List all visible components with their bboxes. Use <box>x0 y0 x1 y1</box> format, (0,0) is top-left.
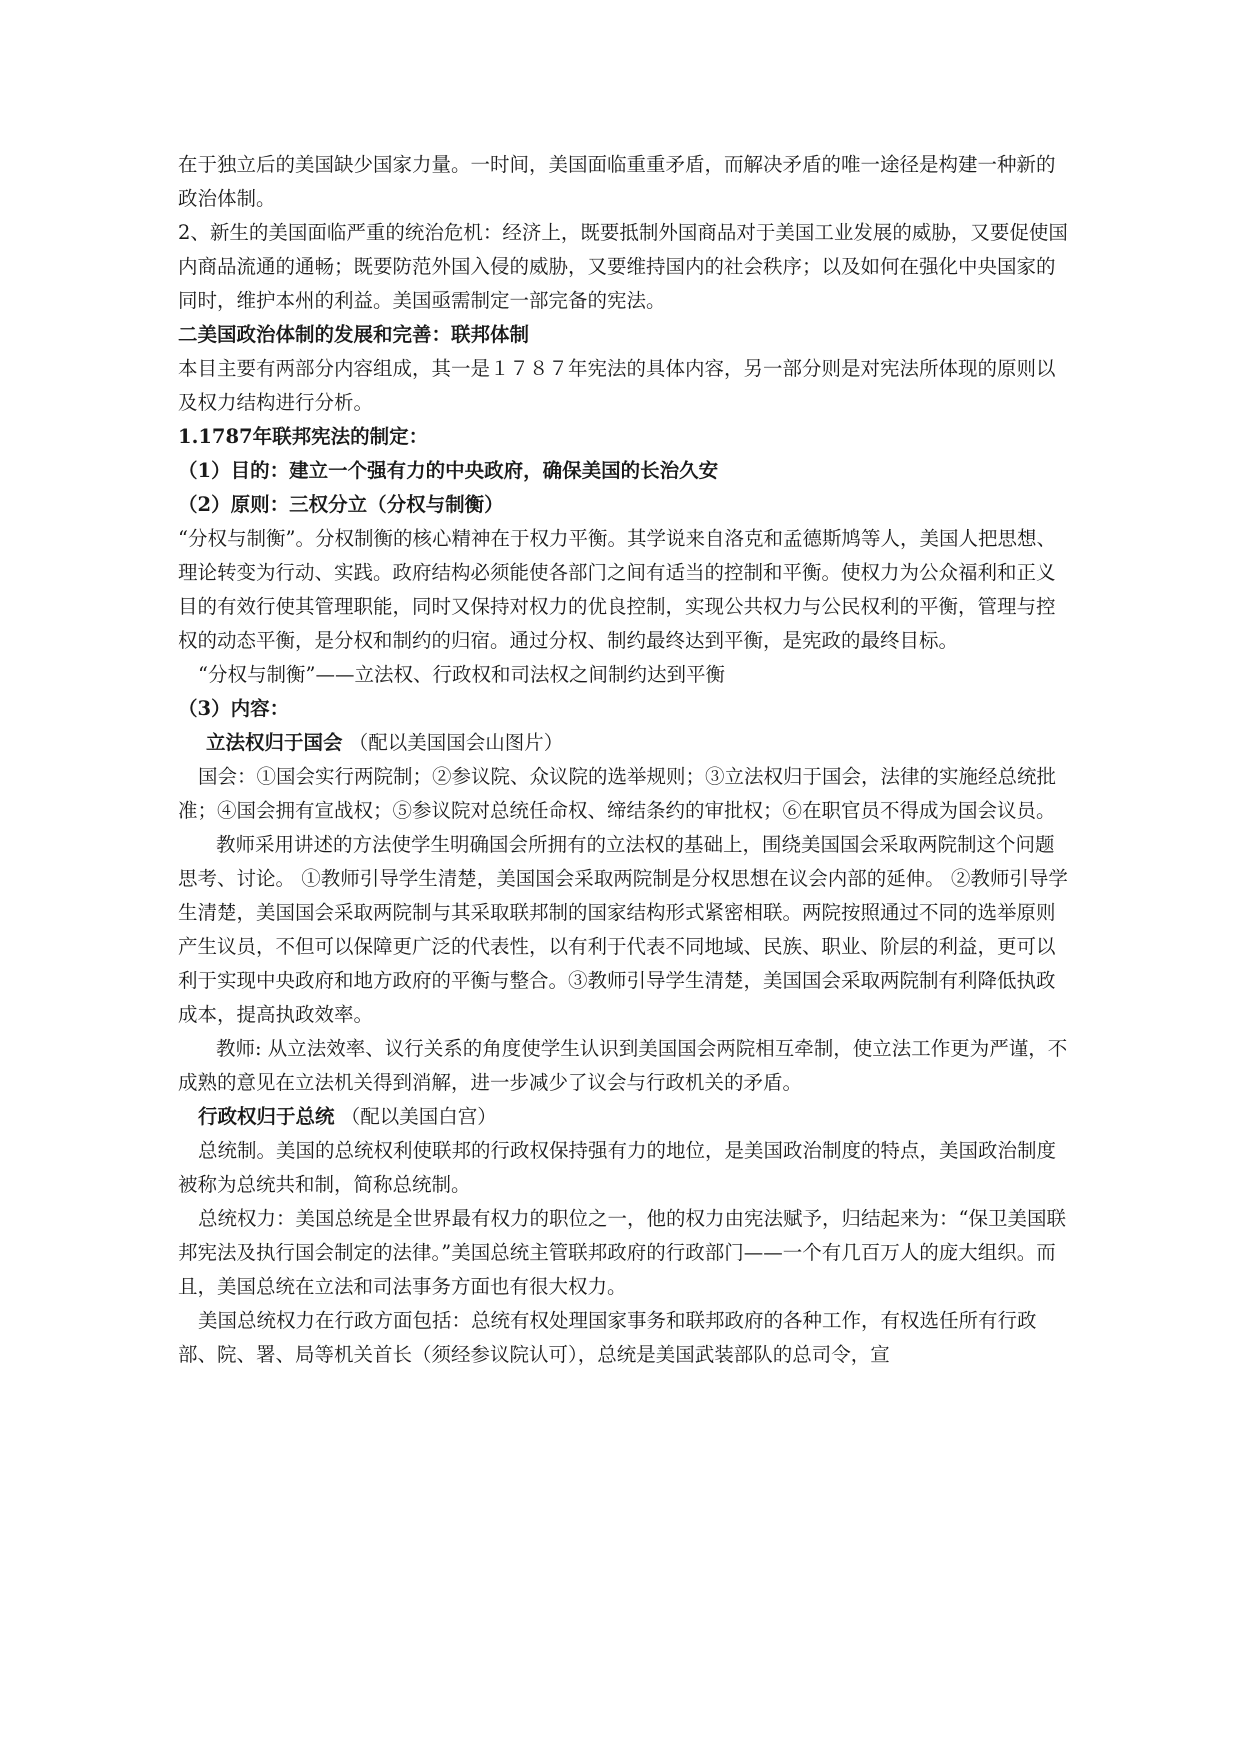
section-heading-federal-system: 二美国政治体制的发展和完善：联邦体制 <box>178 323 530 346</box>
subheading-1787-constitution: 1.1787年联邦宪法的制定： <box>178 425 429 448</box>
paragraph-presidential-powers: 总统权力：美国总统是全世界最有权力的职位之一，他的权力由宪法赋予，归结起来为：“保卫美国联邦宪法及执行国会制定的法律。”美国总统主管联邦政府的行政部门——一个有几百万人的庞大组织。而且，美国总统在立法和司法事务方面也有很大权力。 <box>178 1207 1066 1298</box>
heading-executive-title: 行政权归于总统 <box>198 1105 335 1128</box>
paragraph-presidential-system: 总统制。美国的总统权利使联邦的行政权保持强有力的地位，是美国政治制度的特点，美国政治制度被称为总统共和制，简称总统制。 <box>178 1139 1057 1196</box>
paragraph-executive-powers-detail: 美国总统权力在行政方面包括：总统有权处理国家事务和联邦政府的各种工作，有权选任所有行政部、院、署、局等机关首长（须经参议院认可），总统是美国武装部队的总司令，宣 <box>178 1309 1037 1366</box>
paragraph-congress: 国会：①国会实行两院制；②参议院、众议院的选举规则；③立法权归于国会，法律的实施经总统批准；④国会拥有宣战权；⑤参议院对总统任命权、缔结条约的审批权；⑥在职官员不得成为国会议员。 <box>178 765 1057 822</box>
paragraph-separation-summary: “分权与制衡”——立法权、行政权和司法权之间制约达到平衡 <box>198 663 725 686</box>
heading-legislative-power <box>178 726 1068 760</box>
paragraph-teacher-bicameral: 教师采用讲述的方法使学生明确国会所拥有的立法权的基础上，围绕美国国会采取两院制这个问题思考、讨论。 ①教师引导学生清楚，美国国会采取两院制是分权思想在议会内部的延伸。 ②教师引导学生清楚，美国国会采取两院制与其采取联邦制的国家结构形式紧密相联。两院按照通过不同的选举原则产生议员，不但可以保障更广泛的代表性，以有利于代表不同地域、民族、职业、阶层的利益，更可以利于实现中央政府和地方政府的平衡与整合。③教师引导学生清楚，美国国会采取两院制有利降低执政成本，提高执政效率。 <box>178 833 1068 1026</box>
document-body <box>178 148 1068 1372</box>
paragraph-section-overview: 本目主要有两部分内容组成，其一是１７８７年宪法的具体内容，另一部分则是对宪法所体现的原则以及权力结构进行分析。 <box>178 357 1056 414</box>
heading-legislative-note: （配以美国国会山图片） <box>348 731 564 754</box>
heading-legislative-title: 立法权归于国会 <box>206 731 343 754</box>
paragraph-teacher-legislative-efficiency: 教师: 从立法效率、议行关系的角度使学生认识到美国国会两院相互牵制，使立法工作更为严谨，不成熟的意见在立法机关得到消解，进一步减少了议会与行政机关的矛盾。 <box>178 1037 1068 1094</box>
heading-executive-power <box>178 1100 1068 1134</box>
paragraph-intro-continued: 在于独立后的美国缺少国家力量。一时间，美国面临重重矛盾，而解决矛盾的唯一途径是构建一种新的政治体制。 <box>178 153 1056 210</box>
point-purpose: （1）目的：建立一个强有力的中央政府，确保美国的长治久安 <box>178 459 719 482</box>
point-content: （3）内容： <box>178 697 290 720</box>
heading-executive-note: （配以美国白宫） <box>340 1105 497 1128</box>
point-principle: （2）原则：三权分立（分权与制衡） <box>178 493 504 516</box>
paragraph-checks-and-balances: “分权与制衡”。分权制衡的核心精神在于权力平衡。其学说来自洛克和孟德斯鸠等人，美国人把思想、理论转变为行动、实践。政府结构必须能使各部门之间有适当的控制和平衡。使权力为公众福利和正义目的有效行使其管理职能，同时又保持对权力的优良控制，实现公共权力与公民权利的平衡，管理与控权的动态平衡，是分权和制约的归宿。通过分权、制约最终达到平衡，是宪政的最终目标。 <box>178 527 1056 652</box>
paragraph-crisis: 2、新生的美国面临严重的统治危机：经济上，既要抵制外国商品对于美国工业发展的威胁，又要促使国内商品流通的通畅；既要防范外国入侵的威胁，又要维持国内的社会秩序；以及如何在强化中央国家的同时，维护本州的利益。美国亟需制定一部完备的宪法。 <box>178 221 1068 312</box>
